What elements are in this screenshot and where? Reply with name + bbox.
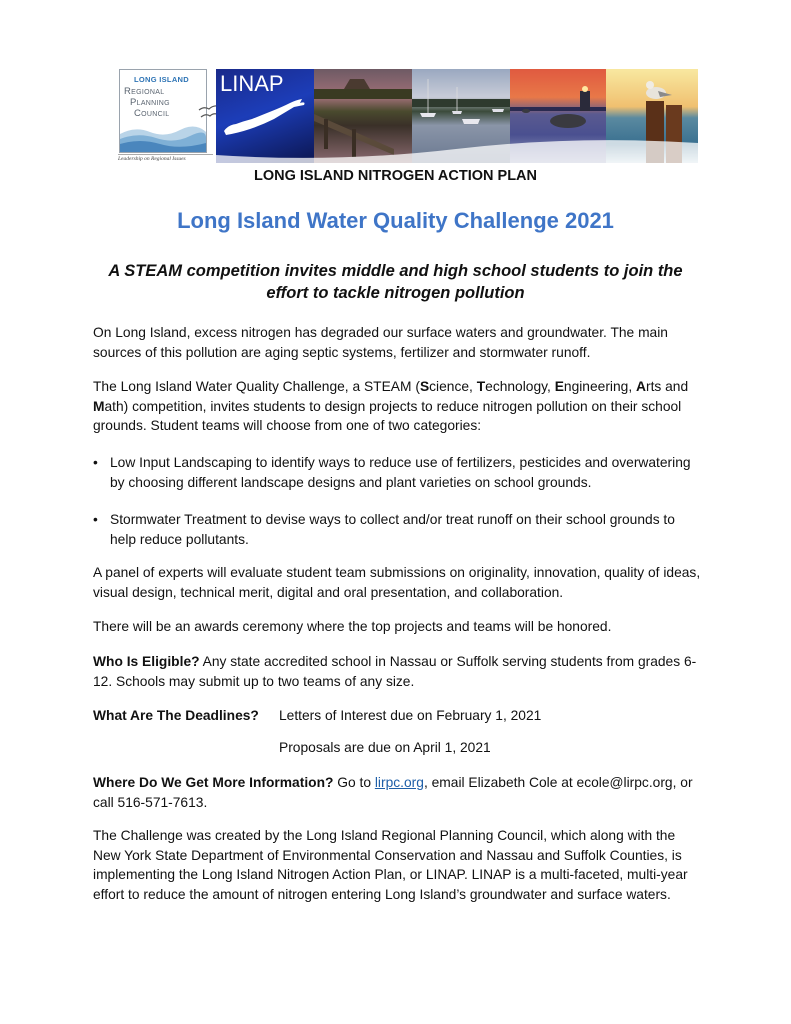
closing-paragraph: The Challenge was created by the Long Island Regional Planning Council, which along with the New York State Department of Environmental Conservation and Nassau and Suffolk Counties, is implementing the Long Island Nitrogen Action Plan, or LINAP. LINAP is a multi-faceted, multi-year effort to reduce the amount of nitrogen entering Long Island’s groundwater and surface waters. bbox=[93, 828, 688, 902]
logo-waves-graphic bbox=[120, 122, 206, 152]
page-subtitle: A STEAM competition invites middle and high school students to join the effort to tackle nitrogen pollution bbox=[108, 262, 683, 302]
header-banner bbox=[110, 67, 698, 163]
deadlines-row bbox=[93, 706, 542, 726]
deadline-item: Proposals are due on April 1, 2021 bbox=[279, 740, 491, 755]
panel-paragraph: A panel of experts will evaluate student team submissions on originality, innovation, quality of ideas, visual design, technical merit, digital and oral presentation, and collaboration. bbox=[93, 565, 701, 600]
intro-paragraph: On Long Island, excess nitrogen has degraded our surface waters and groundwater. The main sources of this pollution are aging septic systems, fertilizer and stormwater runoff. bbox=[93, 325, 668, 360]
steam-paragraph bbox=[93, 377, 703, 436]
steam-text-technology: echnology, bbox=[485, 379, 555, 394]
category-item bbox=[93, 453, 703, 492]
bullet-icon: • bbox=[93, 512, 98, 527]
deadlines-label: What Are The Deadlines? bbox=[93, 708, 259, 723]
logo-line-regional: Regional bbox=[124, 86, 165, 97]
more-info-paragraph bbox=[93, 773, 703, 812]
more-info-contact: , email Elizabeth Cole at ecole@lirpc.org, or call 516-571-7613. bbox=[93, 775, 693, 810]
steam-letter-e: E bbox=[554, 379, 564, 394]
deadline-item: Letters of Interest due on February 1, 2021 bbox=[279, 708, 542, 723]
eligibility-label: Who Is Eligible? bbox=[93, 654, 200, 669]
logo-line-long-island: LONG ISLAND bbox=[134, 75, 189, 84]
category-item bbox=[93, 510, 703, 549]
linap-label: LINAP bbox=[220, 71, 284, 96]
category-text: Stormwater Treatment to devise ways to collect and/or treat runoff on their school grounds to help reduce pollutants. bbox=[110, 512, 675, 547]
steam-letter-m: M bbox=[93, 398, 105, 414]
logo-line-planning: Planning bbox=[130, 97, 170, 108]
more-info-label: Where Do We Get More Information? bbox=[93, 775, 334, 790]
awards-paragraph: There will be an awards ceremony where the top projects and teams will be honored. bbox=[93, 619, 612, 634]
steam-letter-t: T bbox=[476, 379, 486, 394]
wave-overlay-graphic bbox=[216, 127, 698, 163]
logo-tagline: Leadership on Regional Issues bbox=[118, 154, 213, 162]
more-info-go-to: Go to bbox=[333, 775, 375, 790]
steam-text-after: ath) competition, invites students to design projects to reduce nitrogen pollution on their school grounds. Student teams will choose from one of two categories: bbox=[93, 398, 682, 433]
lirpc-link[interactable]: lirpc.org bbox=[374, 775, 424, 790]
steam-text-arts: rts and bbox=[645, 379, 689, 394]
steam-letter-a: A bbox=[636, 379, 646, 394]
org-heading: LONG ISLAND NITROGEN ACTION PLAN bbox=[253, 168, 537, 184]
logo-frame bbox=[119, 69, 207, 153]
eligibility-paragraph bbox=[93, 652, 703, 691]
logo-line-council: Council bbox=[134, 108, 170, 119]
steam-text-science: cience, bbox=[429, 379, 477, 394]
steam-text-engineering: ngineering, bbox=[563, 379, 636, 394]
bullet-icon: • bbox=[93, 455, 98, 470]
category-text: Low Input Landscaping to identify ways to reduce use of fertilizers, pesticides and overwatering by choosing different landscape designs and plant varieties on school grounds. bbox=[110, 455, 691, 490]
steam-letter-s: S bbox=[419, 379, 430, 394]
steam-text-before: The Long Island Water Quality Challenge, a STEAM ( bbox=[93, 379, 420, 394]
page-title: Long Island Water Quality Challenge 2021 bbox=[177, 208, 614, 233]
eligibility-text: Any state accredited school in Nassau or Suffolk serving students from grades 6-12. Schools may submit up to two teams of any size. bbox=[93, 654, 697, 689]
